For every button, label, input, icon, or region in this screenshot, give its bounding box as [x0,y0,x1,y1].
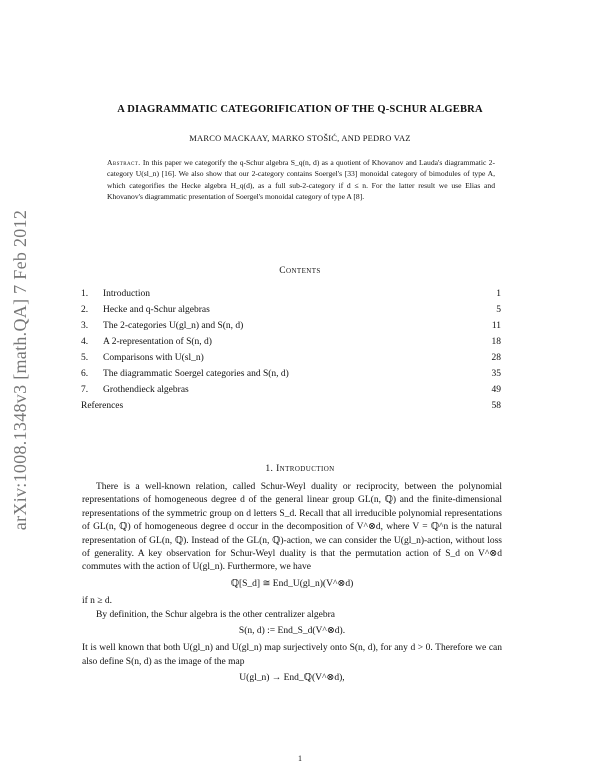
abstract [107,157,495,203]
abstract-label: Abstract. [107,158,141,167]
equation-1: ℚ[S_d] ≅ End_U(gl_n)(V^⊗d) [230,578,354,589]
intro-paragraph-1: There is a well-known relation, called Schur-Weyl duality or reciprocity, between the polynomial representations of homogeneous degree d of the general linear group GL(n, ℚ) and the finite-dimensional representations of the symmetric group on d letters S_d. Recall that all irreducible polynomial representations of GL(n, ℚ) of homogeneous degree d occur in the decomposition of V^⊗d, where V = ℚ^n is the natural representation of GL(n, ℚ). Instead of the GL(n, ℚ)-action, we can consider the U(gl_n)-action, without loss of generality. A key observation for Schur-Weyl duality is that the permutation action of S_d on V^⊗d commutes with the action of U(gl_n). Furthermore, we have [82,482,502,573]
toc-item[interactable]: 6. The diagrammatic Soergel categories and S(n, d) 35 [81,369,501,379]
paper-authors: MARCO MACKAAY, MARKO STOŠIĆ, AND PEDRO VAZ [189,133,411,143]
table-of-contents [81,286,501,414]
contents-title: Contents [279,266,321,276]
toc-item[interactable]: References 58 [81,401,501,411]
equation-2: S(n, d) := End_S_d(V^⊗d). [238,626,346,637]
equation-3: U(gl_n) → End_ℚ(V^⊗d), [239,673,345,684]
toc-item[interactable]: 5. Comparisons with U(sl_n) 28 [81,353,501,363]
introduction-body [82,481,502,690]
toc-item[interactable]: 3. The 2-categories U(gl_n) and S(n, d) 11 [81,321,501,331]
intro-paragraph-3: It is well known that both U(gl_n) and U(gl_n) map surjectively onto S(n, d), for any d > 0. Therefore we can also define S(n, d) as the image of the map [82,643,502,667]
arxiv-sidebar-stamp: arXiv:1008.1348v3 [math.QA] 7 Feb 2012 [10,209,30,531]
section-heading: 1. Introduction [265,464,335,474]
page-number: 1 [298,754,302,763]
toc-item[interactable]: 4. A 2-representation of S(n, d) 18 [81,337,501,347]
toc-item[interactable]: 7. Grothendieck algebras 49 [81,385,501,395]
abstract-text: In this paper we categorify the q-Schur algebra S_q(n, d) as a quotient of Khovanov and Lauda's diagrammatic 2-category U(sl_n) [16]. We also show that our 2-category contains Soergel's [33] monoidal category of bimodules of type A, which categorifies the Hecke algebra H_q(d), as a full sub-2-category if d ≤ n. For the latter result we use Elias and Khovanov's diagrammatic presentation of Soergel's monoidal category of type A [8]. [107,158,495,202]
toc-item[interactable]: 2. Hecke and q-Schur algebras 5 [81,305,501,315]
intro-condition: if n ≥ d. [82,596,113,607]
paper-title: A DIAGRAMMATIC CATEGORIFICATION OF THE Q-SCHUR ALGEBRA [117,104,483,115]
toc-item[interactable]: 1. Introduction 1 [81,289,501,299]
intro-paragraph-2: By definition, the Schur algebra is the other centralizer algebra [96,609,335,620]
